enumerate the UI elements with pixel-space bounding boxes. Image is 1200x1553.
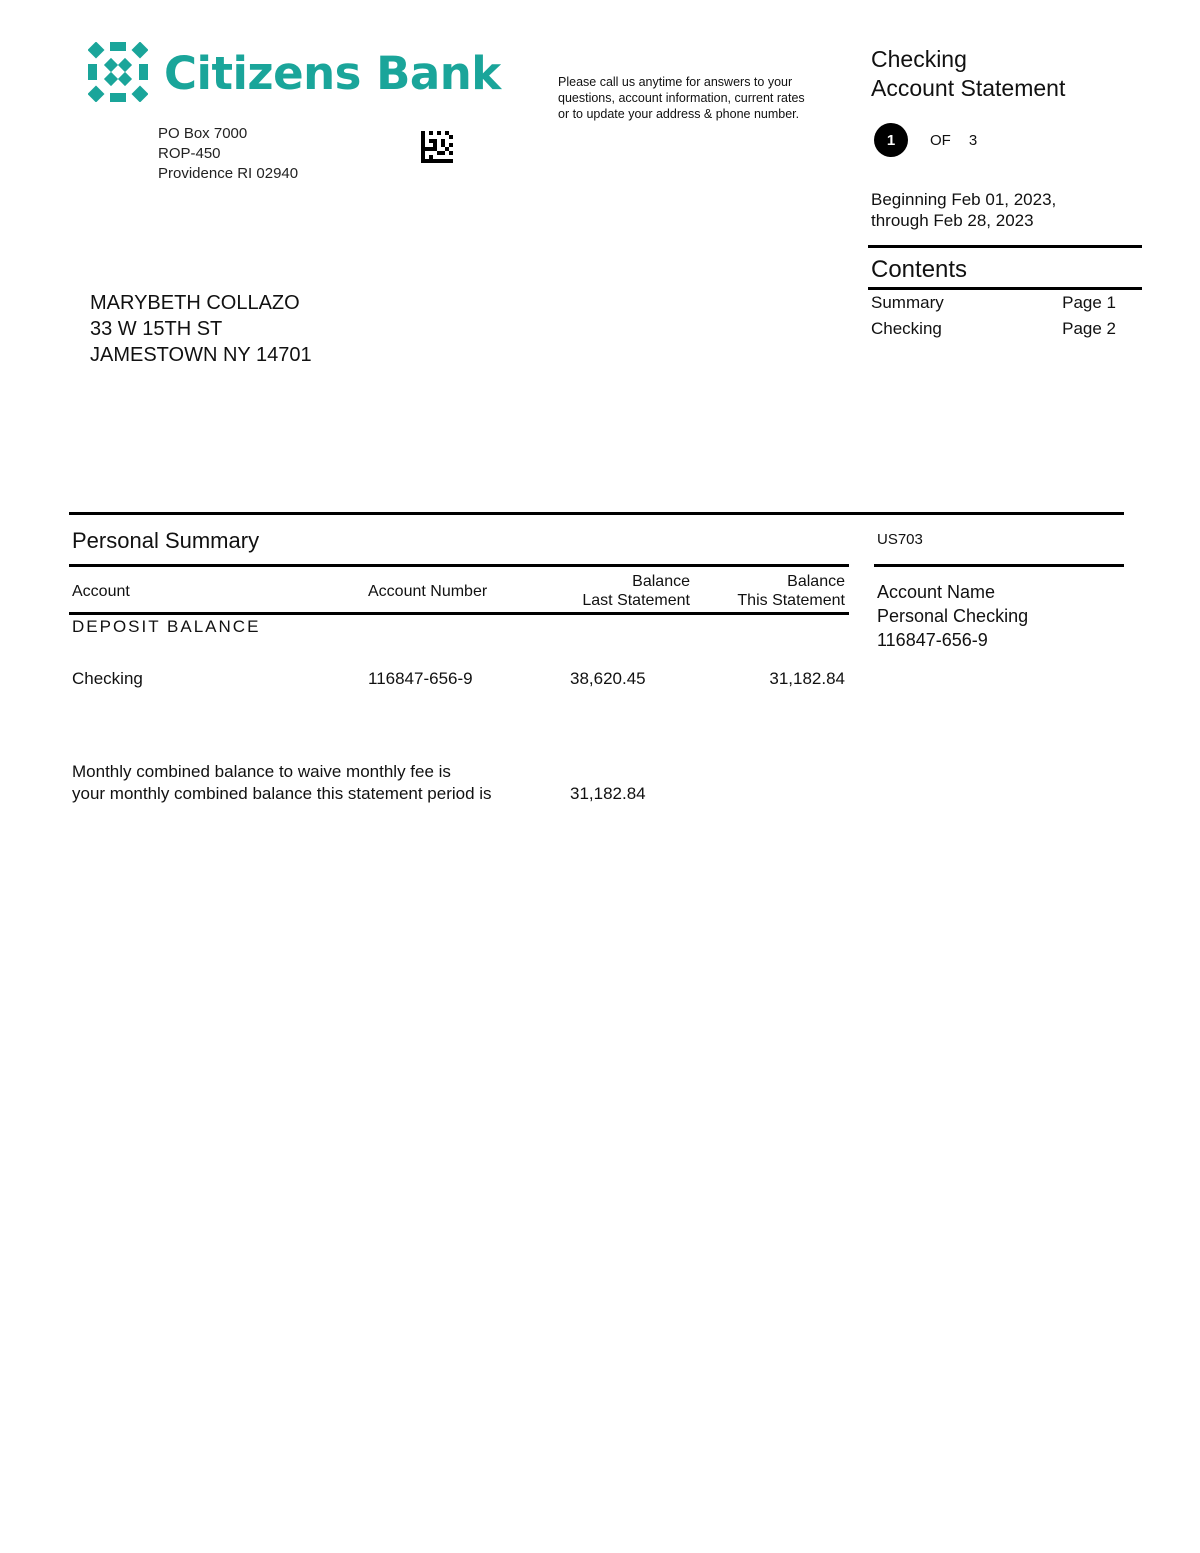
account-number-cell: 116847-656-9 bbox=[368, 669, 473, 688]
statement-code: US703 bbox=[877, 531, 923, 548]
monthly-balance-note bbox=[72, 761, 492, 805]
page-total: 3 bbox=[968, 131, 978, 149]
statement-period bbox=[871, 189, 1056, 231]
header-line: Balance bbox=[632, 573, 690, 590]
contents-title: Contents bbox=[871, 256, 968, 283]
column-header-balance-this bbox=[695, 572, 845, 610]
help-line: questions, account information, current rates bbox=[558, 91, 805, 105]
section-divider bbox=[69, 512, 1124, 515]
contents-item[interactable] bbox=[871, 319, 1116, 339]
monthly-balance-value: 31,182.84 bbox=[570, 784, 646, 803]
monthly-note-line: Monthly combined balance to waive monthly fee is bbox=[72, 762, 451, 781]
contents-item-page: Page 1 bbox=[1062, 293, 1116, 312]
header-line: Last Statement bbox=[582, 592, 690, 609]
help-line: Please call us anytime for answers to your bbox=[558, 75, 793, 89]
citizens-bank-logo-icon bbox=[88, 42, 148, 102]
return-address-line: ROP-450 bbox=[158, 145, 221, 162]
divider bbox=[69, 612, 849, 615]
customer-name: MARYBETH COLLAZO bbox=[90, 292, 300, 314]
return-address-line: PO Box 7000 bbox=[158, 125, 248, 142]
street-address: 33 W 15TH ST bbox=[90, 318, 223, 340]
statement-title bbox=[871, 45, 1065, 103]
current-page-badge: 1 bbox=[874, 123, 908, 157]
account-name: Personal Checking bbox=[877, 606, 1029, 626]
datamatrix-code-icon bbox=[421, 131, 453, 163]
contents-item[interactable] bbox=[871, 293, 1116, 313]
contents-item-page: Page 2 bbox=[1062, 319, 1116, 338]
statement-title-line1: Checking bbox=[871, 46, 967, 72]
period-end: through Feb 28, 2023 bbox=[871, 211, 1034, 230]
column-header-account: Account bbox=[72, 583, 130, 600]
mailing-address bbox=[90, 290, 312, 368]
contents-item-label: Checking bbox=[871, 319, 942, 338]
personal-summary-title: Personal Summary bbox=[72, 528, 260, 553]
bank-name-logo: Citizens Bank bbox=[164, 47, 501, 100]
section-label: DEPOSIT BALANCE bbox=[72, 617, 261, 636]
divider bbox=[868, 245, 1142, 248]
account-type-cell: Checking bbox=[72, 669, 143, 688]
account-name-block bbox=[877, 580, 1028, 652]
divider bbox=[874, 564, 1124, 567]
return-address bbox=[158, 124, 298, 184]
balance-last-cell: 38,620.45 bbox=[570, 669, 646, 688]
page-indicator bbox=[874, 123, 977, 157]
column-header-account-number: Account Number bbox=[368, 583, 488, 600]
contents-item-label: Summary bbox=[871, 293, 944, 312]
divider bbox=[868, 287, 1142, 290]
return-address-line: Providence RI 02940 bbox=[158, 165, 299, 182]
account-number: 116847-656-9 bbox=[877, 630, 988, 650]
help-text bbox=[558, 74, 848, 122]
column-header-balance-last bbox=[540, 572, 690, 610]
statement-title-line2: Account Statement bbox=[871, 75, 1066, 101]
balance-this-cell: 31,182.84 bbox=[769, 669, 845, 688]
account-name-heading: Account Name bbox=[877, 582, 996, 602]
divider bbox=[69, 564, 849, 567]
page-of-label: OF bbox=[930, 131, 951, 149]
help-line: or to update your address & phone number. bbox=[558, 107, 800, 121]
period-start: Beginning Feb 01, 2023, bbox=[871, 190, 1057, 209]
city-state-zip: JAMESTOWN NY 14701 bbox=[90, 344, 312, 366]
monthly-note-line: your monthly combined balance this statement period is bbox=[72, 784, 492, 803]
header-line: This Statement bbox=[737, 592, 845, 609]
header-line: Balance bbox=[787, 573, 845, 590]
